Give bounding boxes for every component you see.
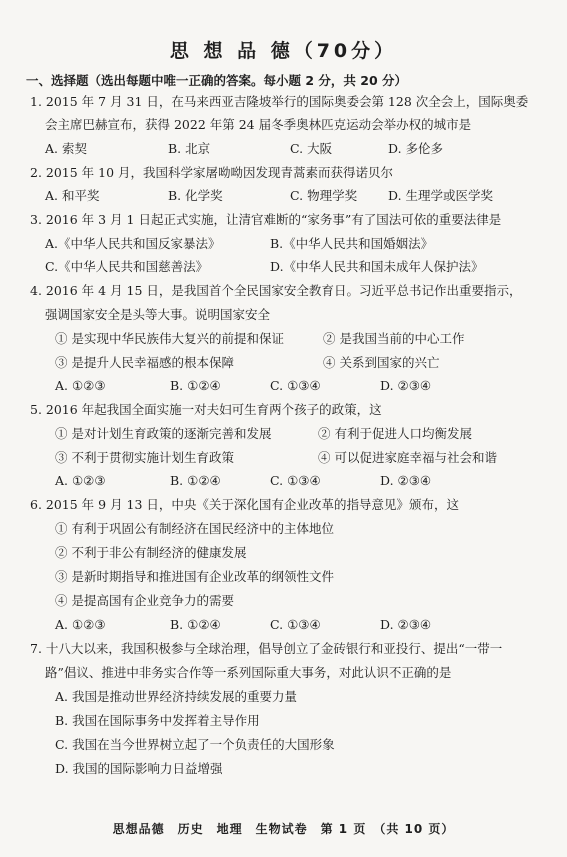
question-7-option-c: C. 我国在当今世界树立起了一个负责任的大国形象 — [55, 737, 335, 752]
question-5-option-c: C. ①③④ — [270, 473, 321, 488]
question-2-option-b: B. 化学奖 — [168, 188, 223, 203]
question-3-option-b: B.《中华人民共和国婚姻法》 — [270, 236, 434, 251]
question-4-option-d: D. ②③④ — [380, 378, 432, 393]
question-1-stem-line-2: 会主席巴赫宣布，获得 2022 年第 24 届冬季奥林匹克运动会举办权的城市是 — [45, 117, 472, 132]
question-4-option-c: C. ①③④ — [270, 378, 321, 393]
question-2-stem: 2. 2015 年 10 月，我国科学家屠呦呦因发现青蒿素而获得诺贝尔 — [30, 165, 394, 180]
question-5-option-d: D. ②③④ — [380, 473, 432, 488]
question-6-option-d: D. ②③④ — [380, 617, 432, 632]
question-1-stem-line-1: 1. 2015 年 7 月 31 日，在马来西亚吉隆坡举行的国际奥委会第 128 次全会上，国际奥委 — [30, 94, 529, 109]
question-4-statement-2: ② 是我国当前的中心工作 — [323, 331, 465, 346]
question-7-option-b: B. 我国在国际事务中发挥着主导作用 — [55, 713, 260, 728]
section-heading: 一、选择题（选出每题中唯一正确的答案。每小题 2 分，共 20 分） — [26, 73, 408, 88]
question-3-option-c: C.《中华人民共和国慈善法》 — [45, 259, 209, 274]
question-7-stem-line-2: 路”倡议、推进中非务实合作等一系列国际重大事务，对此认识不正确的是 — [45, 665, 452, 680]
question-5-statement-3: ③ 不利于贯彻实施计划生育政策 — [55, 450, 234, 465]
question-2-option-a: A. 和平奖 — [45, 188, 100, 203]
question-2-option-d: D. 生理学或医学奖 — [388, 188, 494, 203]
question-6-option-a: A. ①②③ — [55, 617, 106, 632]
question-4-option-a: A. ①②③ — [55, 378, 106, 393]
question-6-statement-1: ① 有利于巩固公有制经济在国民经济中的主体地位 — [55, 521, 334, 536]
question-4-stem-line-2: 强调国家安全是头等大事。说明国家安全 — [45, 307, 271, 322]
question-3-option-d: D.《中华人民共和国未成年人保护法》 — [270, 259, 484, 274]
question-5-statement-4: ④ 可以促进家庭幸福与社会和谐 — [318, 450, 497, 465]
question-4-stem-line-1: 4. 2016 年 4 月 15 日，是我国首个全民国家安全教育日。习近平总书记作出重要指示， — [30, 283, 522, 298]
question-4-option-b: B. ①②④ — [170, 378, 221, 393]
page-footer: 思想品德 历史 地理 生物试卷 第 1 页 （共 10 页） — [112, 822, 455, 836]
question-7-stem-line-1: 7. 十八大以来，我国积极参与全球治理，倡导创立了金砖银行和亚投行、提出“一带一 — [30, 641, 503, 656]
question-1-option-b: B. 北京 — [168, 141, 211, 156]
question-6-statement-2: ② 不利于非公有制经济的健康发展 — [55, 545, 247, 560]
question-3-stem: 3. 2016 年 3 月 1 日起正式实施，让清官难断的“家务事”有了国法可依的重要法律是 — [30, 212, 502, 227]
question-5-statement-1: ① 是对计划生育政策的逐渐完善和发展 — [55, 426, 272, 441]
question-6-option-b: B. ①②④ — [170, 617, 221, 632]
question-6-option-c: C. ①③④ — [270, 617, 321, 632]
question-4-statement-3: ③ 是提升人民幸福感的根本保障 — [55, 355, 234, 370]
question-1-option-c: C. 大阪 — [290, 141, 333, 156]
question-5-stem: 5. 2016 年起我国全面实施一对夫妇可生育两个孩子的政策，这 — [30, 402, 382, 417]
page-title: 思 想 品 德（70分） — [169, 40, 398, 62]
question-1-option-d: D. 多伦多 — [388, 141, 444, 156]
question-7-option-a: A. 我国是推动世界经济持续发展的重要力量 — [55, 689, 297, 704]
question-6-stem: 6. 2015 年 9 月 13 日，中央《关于深化国有企业改革的指导意见》颁布，这 — [30, 497, 459, 512]
question-6-statement-3: ③ 是新时期指导和推进国有企业改革的纲领性文件 — [55, 569, 334, 584]
question-7-option-d: D. 我国的国际影响力日益增强 — [55, 761, 223, 776]
question-4-statement-1: ① 是实现中华民族伟大复兴的前提和保证 — [55, 331, 284, 346]
question-4-statement-4: ④ 关系到国家的兴亡 — [323, 355, 440, 370]
question-2-option-c: C. 物理学奖 — [290, 188, 358, 203]
question-6-statement-4: ④ 是提高国有企业竞争力的需要 — [55, 593, 234, 608]
question-5-statement-2: ② 有利于促进人口均衡发展 — [318, 426, 472, 441]
question-3-option-a: A.《中华人民共和国反家暴法》 — [45, 236, 221, 251]
question-1-option-a: A. 索契 — [45, 141, 87, 156]
question-5-option-a: A. ①②③ — [55, 473, 106, 488]
question-5-option-b: B. ①②④ — [170, 473, 221, 488]
